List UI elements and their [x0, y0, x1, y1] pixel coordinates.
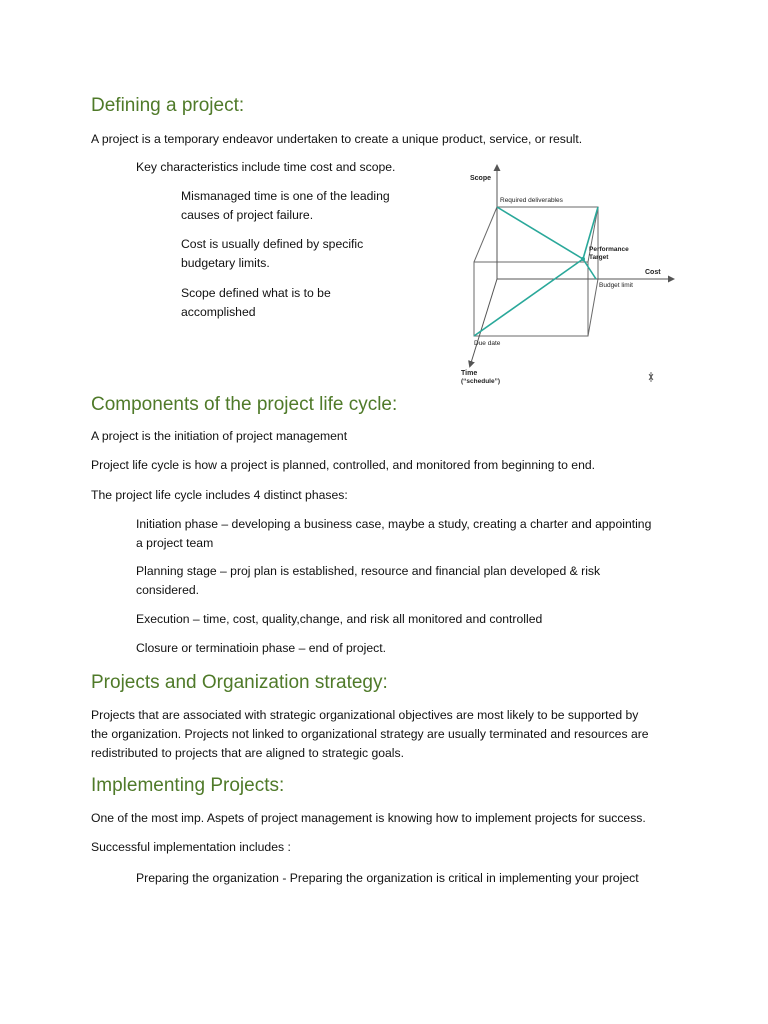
due-date-label: Due date	[474, 340, 501, 347]
heading-project-life-cycle: Components of the project life cycle:	[91, 394, 398, 415]
triple-constraint-diagram	[440, 160, 680, 392]
life-cycle-paragraph-1: A project is the initiation of project management	[91, 429, 348, 443]
phase-planning-line1: Planning stage – proj plan is established, resource and financial plan developed & risk	[136, 564, 601, 578]
heading-organization-strategy: Projects and Organization strategy:	[91, 672, 388, 693]
phase-closure: Closure or terminatioin phase – end of project.	[136, 641, 386, 655]
scope-characteristic	[181, 284, 331, 322]
phase-initiation-line2: a project team	[136, 536, 214, 550]
phase-planning-line2: considered.	[136, 583, 200, 597]
box-edge-top-left	[474, 207, 497, 262]
life-cycle-paragraph-3: The project life cycle includes 4 distinct phases:	[91, 488, 348, 502]
life-cycle-paragraph-2: Project life cycle is how a project is planned, controlled, and monitored from beginning to end.	[91, 458, 596, 472]
cost-characteristic-line1: Cost is usually defined by specific	[181, 237, 364, 251]
target-line-time	[474, 259, 583, 336]
definition-paragraph: A project is a temporary endeavor undertaken to create a unique product, service, or result.	[91, 132, 583, 146]
time-characteristic	[181, 187, 390, 225]
box-edge-bottom-right	[588, 279, 598, 336]
sparkle-icon	[649, 372, 653, 382]
scope-characteristic-line2: accomplished	[181, 305, 256, 319]
performance-label: Performance	[589, 246, 629, 253]
box-back-face	[497, 207, 598, 279]
time-axis-sublabel: (“schedule”)	[461, 378, 501, 385]
budget-limit-label: Budget limit	[599, 282, 633, 289]
phase-initiation	[136, 515, 651, 553]
time-characteristic-line2: causes of project failure.	[181, 208, 314, 222]
scope-characteristic-line1: Scope defined what is to be	[181, 286, 331, 300]
time-axis-label: Time	[461, 370, 478, 377]
strategy-line2: the organization. Projects not linked to organizational strategy are usually terminated and resources are	[91, 727, 649, 741]
strategy-paragraph	[91, 706, 649, 763]
strategy-line3: redistributed to projects that are aligned to strategic goals.	[91, 746, 404, 760]
cost-characteristic	[181, 235, 363, 273]
heading-defining-project: Defining a project:	[91, 95, 245, 116]
time-characteristic-line1: Mismanaged time is one of the leading	[181, 189, 390, 203]
implementing-paragraph-1: One of the most imp. Aspets of project management is knowing how to implement projects for success.	[91, 811, 646, 825]
phase-execution: Execution – time, cost, quality,change, and risk all monitored and controlled	[136, 612, 543, 626]
target-label: Target	[589, 254, 609, 261]
implementing-paragraph-3: Preparing the organization - Preparing the organization is critical in implementing your project	[136, 871, 639, 885]
target-line-cost	[583, 259, 596, 279]
heading-implementing-projects: Implementing Projects:	[91, 775, 285, 796]
phase-initiation-line1: Initiation phase – developing a business case, maybe a study, creating a charter and appointing	[136, 517, 652, 531]
cost-characteristic-line2: budgetary limits.	[181, 256, 270, 270]
phase-planning	[136, 562, 600, 600]
cost-axis-label: Cost	[645, 269, 661, 276]
performance-target-point	[581, 257, 585, 261]
key-characteristics-text: Key characteristics include time cost and scope.	[136, 160, 396, 174]
required-deliverables-label: Required deliverables	[500, 197, 563, 204]
implementing-paragraph-2: Successful implementation includes :	[91, 840, 291, 854]
scope-axis-label: Scope	[470, 175, 492, 182]
target-line-scope	[497, 207, 583, 259]
strategy-line1: Projects that are associated with strategic organizational objectives are most likely to be supported by	[91, 708, 639, 722]
